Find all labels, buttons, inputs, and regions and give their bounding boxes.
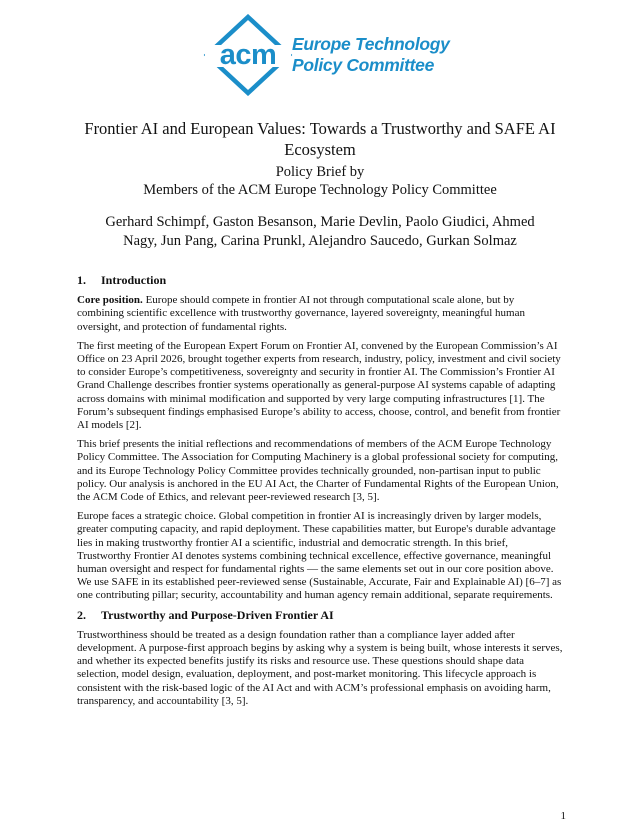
page-number: 1	[560, 810, 566, 822]
paragraph: Europe faces a strategic choice. Global competition in frontier AI is increasingly driven by larger models, greater computing capacity, and rapid deployment. These capabilities matter, but Europe's durable advantage lies in making trustworthy frontier AI a scientific, industrial and democratic strength. In this brief, Trustworthy Frontier AI denotes systems combining technical excellence, effective governance, meaningful human oversight and respect for fundamental rights — the same elements set out in our core position above. We use SAFE in its established peer-reviewed sense (Sustainable, Accurate, Fair and Explainable AI) [6–7] as one contributing pillar; security, accountability and human agency remain additional, separate requirements.	[77, 510, 562, 602]
section-title: Introduction	[101, 273, 167, 287]
section-heading-introduction	[77, 274, 563, 287]
section-heading-trustworthy	[77, 609, 563, 622]
logo-wordmark	[292, 34, 450, 76]
paragraph: The first meeting of the European Expert Forum on Frontier AI, convened by the European Commission’s AI Office on 23 April 2026, brought together experts from research, industry, policy, investment and civil society to consider Europe’s competitiveness, sovereignty and security in frontier AI. The Commission’s Frontier AI Grand Challenge describes frontier systems operationally as general-purpose AI systems capable of adapting across domains with minimal modification and supported by very large computing infrastructures [1]. The Forum’s subsequent findings emphasised Europe’s ability to access, choose, control, and benefit from frontier AI models [2].	[77, 339, 561, 432]
core-position-text: Europe should compete in frontier AI not through computational scale alone, but by combining scientific excellence with trustworthy governance, layered sovereignty, meaningful human oversight, and protection of fundamental rights.	[77, 294, 525, 333]
author-list: Gerhard Schimpf, Gaston Besanson, Marie Devlin, Paolo Giudici, Ahmed Nagy, Jun Pang, Carina Prunkl, Alejandro Saucedo, Gurkan Solmaz	[105, 214, 535, 249]
document-title: Frontier AI and European Values: Towards a Trustworthy and SAFE AI Ecosystem	[84, 119, 556, 159]
paragraph: This brief presents the initial reflections and recommendations of members of the ACM Europe Technology Policy Committee. The Association for Computing Machinery is a global professional society for computing, and its Europe Technology Policy Committee provides technically grounded, non-partisan input to public policy. Our analysis is anchored in the EU AI Act, the Charter of Fundamental Rights of the European Union, the ACM Code of Ethics, and relevant peer-reviewed research [3, 5].	[77, 438, 559, 504]
logo-line-2: Policy Committee	[292, 55, 435, 75]
document-body	[77, 274, 563, 714]
paragraph: Trustworthiness should be treated as a design foundation rather than a compliance layer added after development. A purpose-first approach begins by asking why a system is being built, whose interests it serves, and whether its expected benefits justify its risks and resource use. These questions should shape data selection, model design, evaluation, deployment, and post-market monitoring. This lifecycle approach is consistent with the risk-based logic of the AI Act and with ACM’s professional emphasis on avoiding harm, transparency, and accountability [3, 5].	[77, 628, 563, 707]
byline	[60, 163, 580, 199]
section-number: 2.	[77, 607, 86, 622]
logo-line-1: Europe Technology	[292, 34, 450, 54]
section-number: 1.	[77, 273, 86, 287]
byline-line-1: Policy Brief by	[275, 164, 365, 180]
core-position-paragraph	[77, 294, 563, 334]
core-position-label: Core position.	[77, 294, 143, 307]
section-title: Trustworthy and Purpose-Driven Frontier AI	[101, 607, 334, 622]
logo-mark-text: acm	[219, 39, 277, 71]
byline-line-2: Members of the ACM Europe Technology Policy Committee	[143, 182, 497, 198]
